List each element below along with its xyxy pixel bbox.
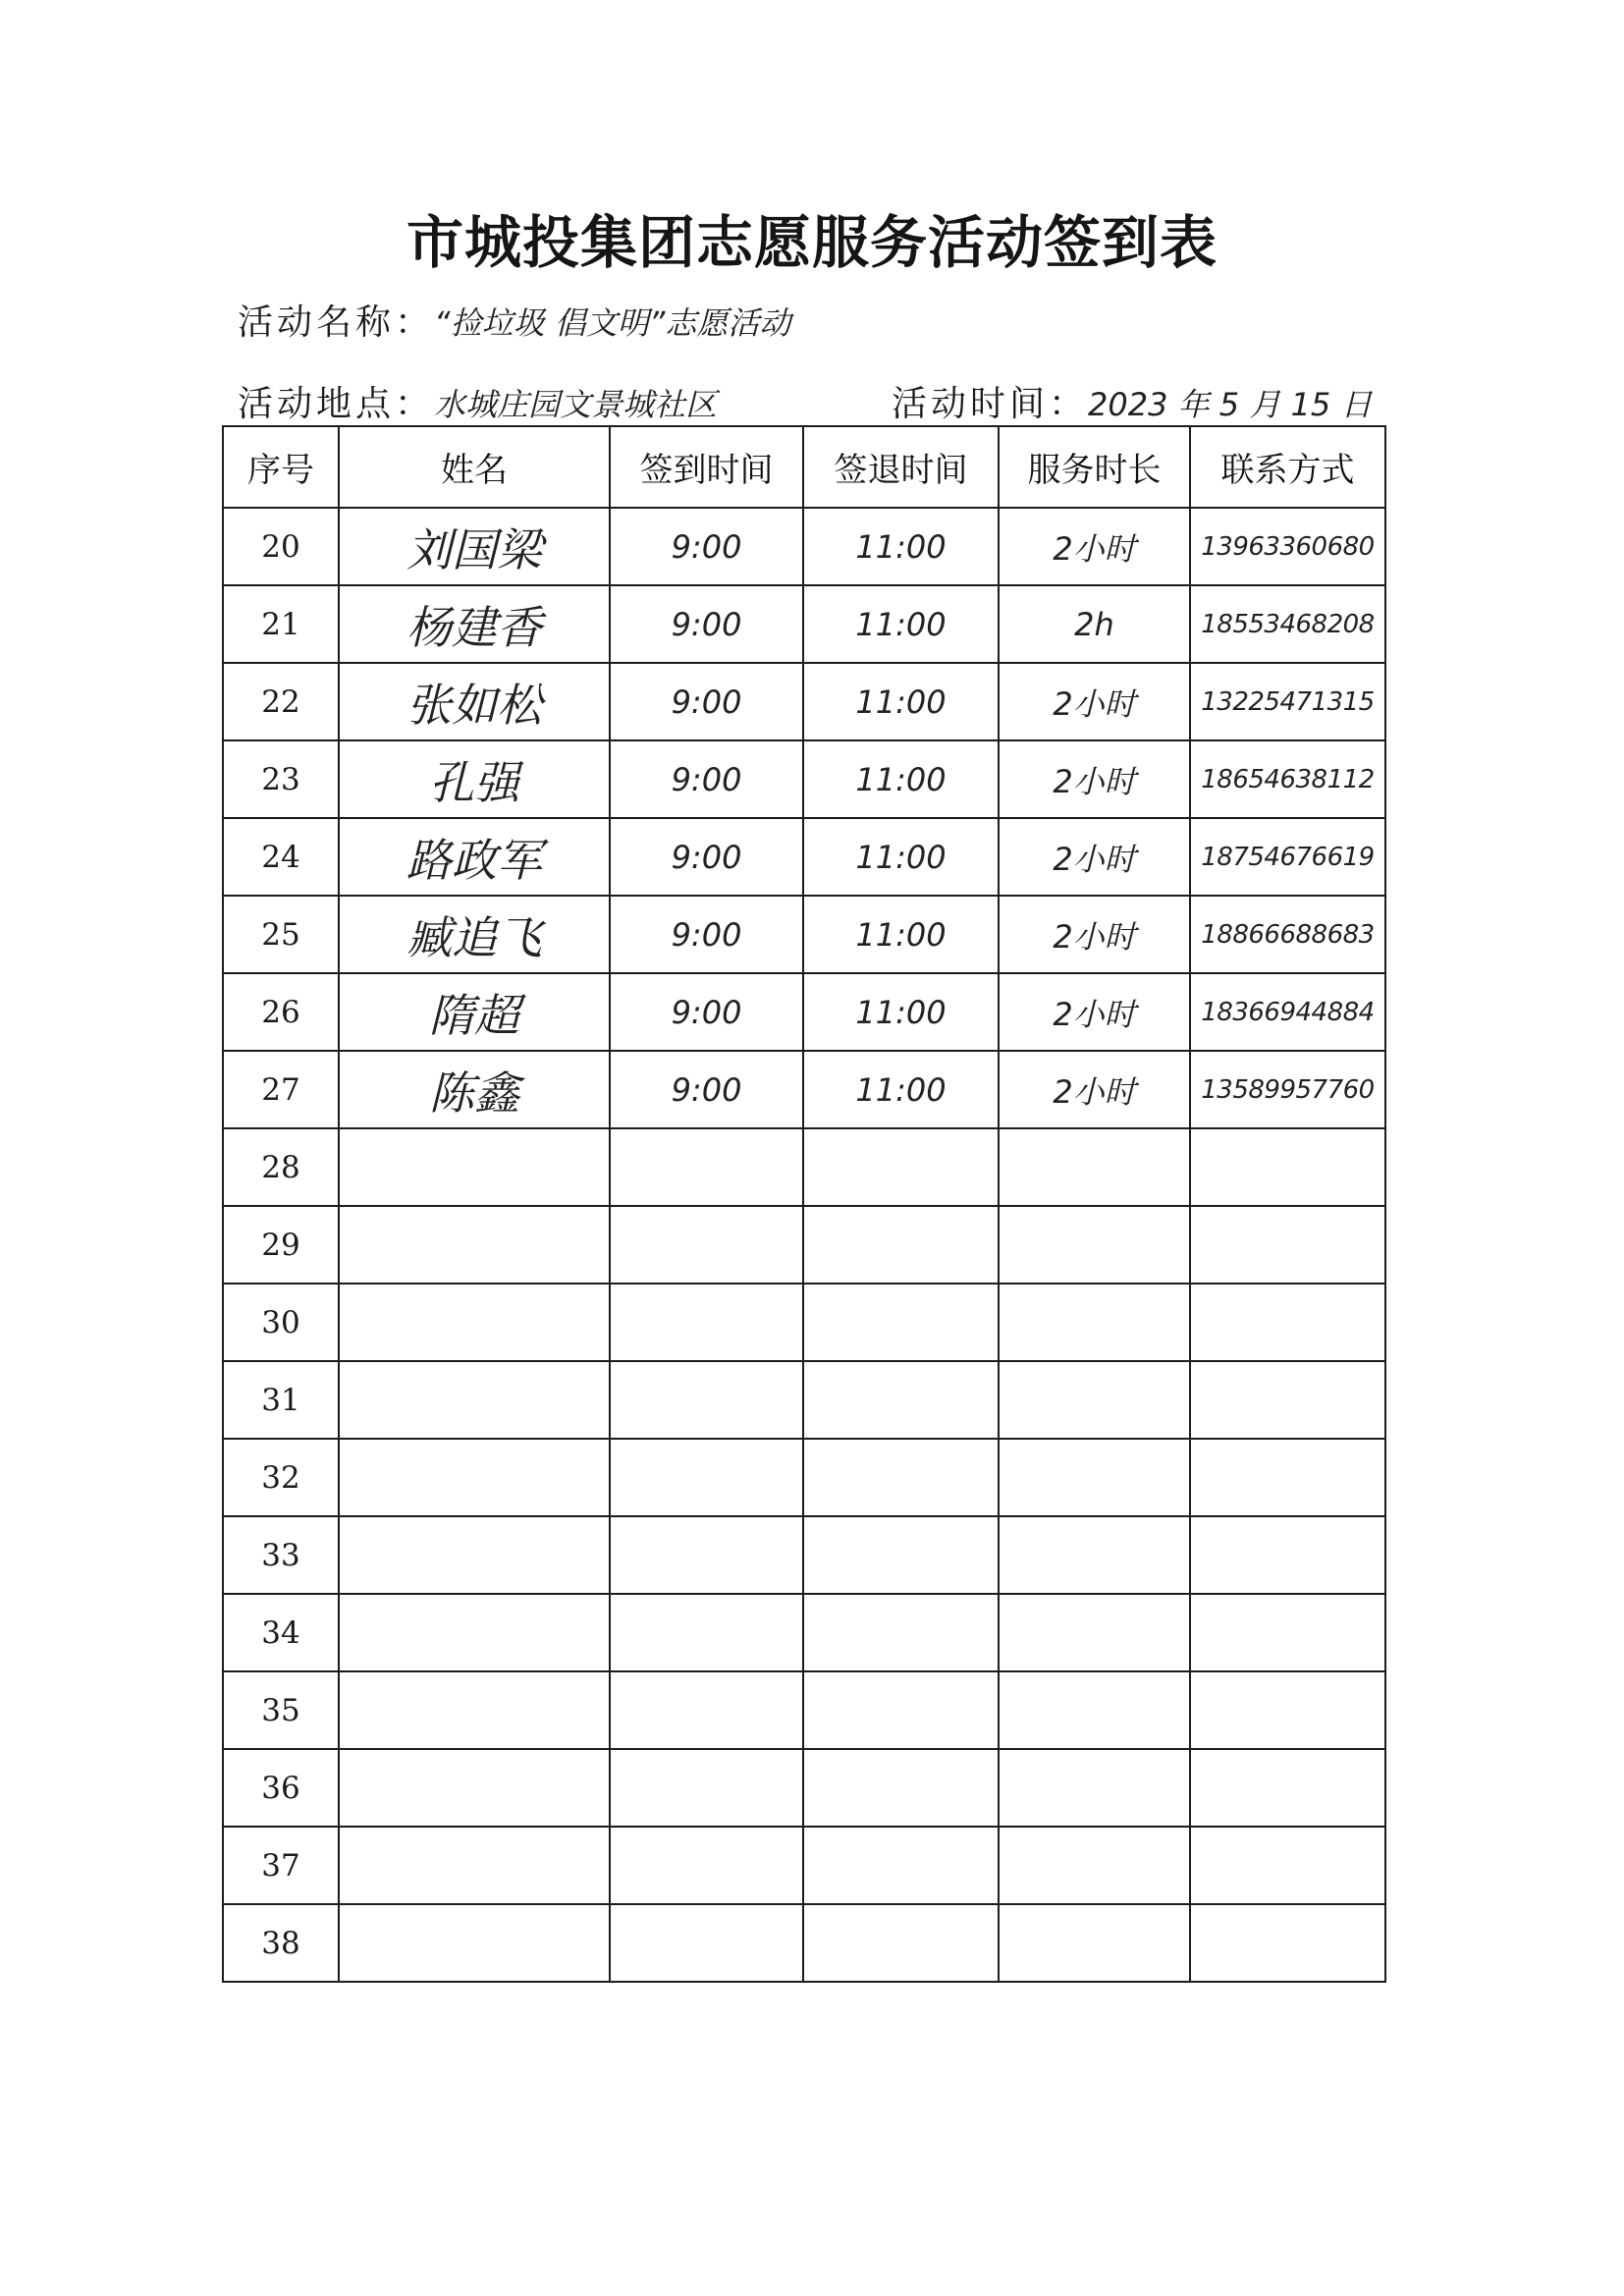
cell-phone: 13225471315	[1190, 663, 1385, 740]
cell-duration	[999, 1671, 1190, 1749]
header-name: 姓名	[339, 426, 610, 508]
cell-duration	[999, 1749, 1190, 1827]
cell-sign-in: 9:00	[610, 818, 803, 896]
cell-no: 29	[223, 1206, 339, 1284]
cell-name	[339, 1594, 610, 1671]
table-row	[223, 1361, 1385, 1439]
cell-phone: 13963360680	[1190, 508, 1385, 585]
cell-sign-out	[803, 1284, 999, 1361]
activity-time-value: 2023 年 5 月 15 日	[1088, 386, 1373, 423]
cell-name: 杨建香	[339, 585, 610, 663]
cell-duration: 2小时	[999, 508, 1190, 585]
table-row	[223, 818, 1385, 896]
page-title: 市城投集团志愿服务活动签到表	[406, 209, 1218, 276]
table-row	[223, 973, 1385, 1051]
cell-duration	[999, 1594, 1190, 1671]
cell-sign-out	[803, 1361, 999, 1439]
cell-sign-in	[610, 1128, 803, 1206]
table-row	[223, 1827, 1385, 1904]
activity-name	[238, 295, 790, 345]
cell-sign-out	[803, 1439, 999, 1516]
table-row	[223, 585, 1385, 663]
cell-phone	[1190, 1284, 1385, 1361]
table-row	[223, 1051, 1385, 1128]
table-row	[223, 740, 1385, 818]
header-no: 序号	[223, 426, 339, 508]
cell-duration: 2小时	[999, 896, 1190, 973]
cell-phone	[1190, 1827, 1385, 1904]
cell-sign-in	[610, 1206, 803, 1284]
cell-name	[339, 1827, 610, 1904]
cell-sign-in	[610, 1671, 803, 1749]
signin-table	[222, 425, 1386, 1983]
cell-sign-in: 9:00	[610, 740, 803, 818]
table-row	[223, 1749, 1385, 1827]
cell-sign-in	[610, 1827, 803, 1904]
cell-no: 28	[223, 1128, 339, 1206]
cell-duration: 2小时	[999, 663, 1190, 740]
cell-name	[339, 1284, 610, 1361]
cell-duration	[999, 1439, 1190, 1516]
cell-no: 34	[223, 1594, 339, 1671]
cell-no: 21	[223, 585, 339, 663]
activity-time-label: 活动时间：	[892, 384, 1089, 424]
cell-duration: 2小时	[999, 740, 1190, 818]
activity-place-label: 活动地点：	[238, 384, 435, 424]
cell-name	[339, 1671, 610, 1749]
table-row	[223, 896, 1385, 973]
cell-sign-out: 11:00	[803, 663, 999, 740]
cell-sign-in: 9:00	[610, 663, 803, 740]
cell-duration	[999, 1516, 1190, 1594]
cell-phone: 18553468208	[1190, 585, 1385, 663]
cell-duration: 2小时	[999, 1051, 1190, 1128]
cell-sign-in: 9:00	[610, 585, 803, 663]
cell-duration: 2小时	[999, 973, 1190, 1051]
table-row	[223, 1439, 1385, 1516]
cell-sign-out: 11:00	[803, 585, 999, 663]
cell-name	[339, 1206, 610, 1284]
header-phone: 联系方式	[1190, 426, 1385, 508]
cell-sign-in	[610, 1749, 803, 1827]
table-row	[223, 1594, 1385, 1671]
cell-duration	[999, 1361, 1190, 1439]
cell-sign-in	[610, 1904, 803, 1982]
cell-duration	[999, 1128, 1190, 1206]
cell-phone	[1190, 1206, 1385, 1284]
cell-duration: 2小时	[999, 818, 1190, 896]
cell-duration	[999, 1206, 1190, 1284]
cell-phone: 18366944884	[1190, 973, 1385, 1051]
cell-name	[339, 1749, 610, 1827]
cell-phone	[1190, 1439, 1385, 1516]
cell-duration	[999, 1827, 1190, 1904]
cell-no: 20	[223, 508, 339, 585]
cell-no: 26	[223, 973, 339, 1051]
cell-sign-out: 11:00	[803, 973, 999, 1051]
cell-name	[339, 1439, 610, 1516]
header-duration: 服务时长	[999, 426, 1190, 508]
table-header-row	[223, 426, 1385, 508]
table-row	[223, 1284, 1385, 1361]
table-row	[223, 1904, 1385, 1982]
cell-sign-in	[610, 1594, 803, 1671]
cell-sign-out	[803, 1671, 999, 1749]
cell-sign-out	[803, 1904, 999, 1982]
cell-no: 38	[223, 1904, 339, 1982]
cell-phone	[1190, 1594, 1385, 1671]
cell-sign-in: 9:00	[610, 896, 803, 973]
cell-no: 25	[223, 896, 339, 973]
cell-no: 35	[223, 1671, 339, 1749]
table-row	[223, 663, 1385, 740]
cell-phone	[1190, 1361, 1385, 1439]
cell-no: 27	[223, 1051, 339, 1128]
cell-name: 陈鑫	[339, 1051, 610, 1128]
cell-no: 24	[223, 818, 339, 896]
cell-phone	[1190, 1904, 1385, 1982]
cell-phone	[1190, 1671, 1385, 1749]
cell-no: 33	[223, 1516, 339, 1594]
table-row	[223, 508, 1385, 585]
cell-name: 刘国梁	[339, 508, 610, 585]
cell-name	[339, 1128, 610, 1206]
cell-no: 31	[223, 1361, 339, 1439]
cell-phone	[1190, 1749, 1385, 1827]
cell-no: 22	[223, 663, 339, 740]
cell-sign-in	[610, 1439, 803, 1516]
table-row	[223, 1206, 1385, 1284]
cell-sign-in	[610, 1361, 803, 1439]
cell-sign-out	[803, 1516, 999, 1594]
cell-sign-out	[803, 1128, 999, 1206]
table-row	[223, 1671, 1385, 1749]
cell-no: 37	[223, 1827, 339, 1904]
cell-name	[339, 1904, 610, 1982]
cell-sign-out: 11:00	[803, 896, 999, 973]
cell-sign-in	[610, 1284, 803, 1361]
cell-sign-out	[803, 1206, 999, 1284]
header-sign-in: 签到时间	[610, 426, 803, 508]
cell-sign-out: 11:00	[803, 1051, 999, 1128]
cell-sign-in: 9:00	[610, 1051, 803, 1128]
cell-name: 孔强	[339, 740, 610, 818]
cell-name: 隋超	[339, 973, 610, 1051]
cell-sign-out	[803, 1749, 999, 1827]
activity-name-label: 活动名称：	[238, 302, 435, 343]
activity-name-value: “捡垃圾 倡文明”志愿活动	[434, 304, 791, 342]
cell-duration	[999, 1904, 1190, 1982]
cell-phone	[1190, 1128, 1385, 1206]
activity-place-value: 水城庄园文景城社区	[434, 386, 718, 423]
cell-no: 30	[223, 1284, 339, 1361]
cell-no: 23	[223, 740, 339, 818]
cell-sign-out: 11:00	[803, 740, 999, 818]
cell-phone: 18654638112	[1190, 740, 1385, 818]
cell-sign-in	[610, 1516, 803, 1594]
cell-duration	[999, 1284, 1190, 1361]
table-row	[223, 1516, 1385, 1594]
cell-name	[339, 1361, 610, 1439]
header-sign-out: 签退时间	[803, 426, 999, 508]
cell-no: 32	[223, 1439, 339, 1516]
cell-name	[339, 1516, 610, 1594]
cell-sign-in: 9:00	[610, 973, 803, 1051]
activity-place	[238, 376, 717, 426]
cell-phone: 18866688683	[1190, 896, 1385, 973]
cell-duration: 2h	[999, 585, 1190, 663]
cell-name: 张如松	[339, 663, 610, 740]
cell-sign-out	[803, 1827, 999, 1904]
table-row	[223, 1128, 1385, 1206]
cell-sign-out	[803, 1594, 999, 1671]
activity-time	[892, 376, 1372, 426]
cell-name: 臧追飞	[339, 896, 610, 973]
cell-phone: 13589957760	[1190, 1051, 1385, 1128]
cell-sign-out: 11:00	[803, 508, 999, 585]
cell-phone: 18754676619	[1190, 818, 1385, 896]
cell-sign-out: 11:00	[803, 818, 999, 896]
cell-no: 36	[223, 1749, 339, 1827]
cell-sign-in: 9:00	[610, 508, 803, 585]
cell-name: 路政军	[339, 818, 610, 896]
cell-phone	[1190, 1516, 1385, 1594]
